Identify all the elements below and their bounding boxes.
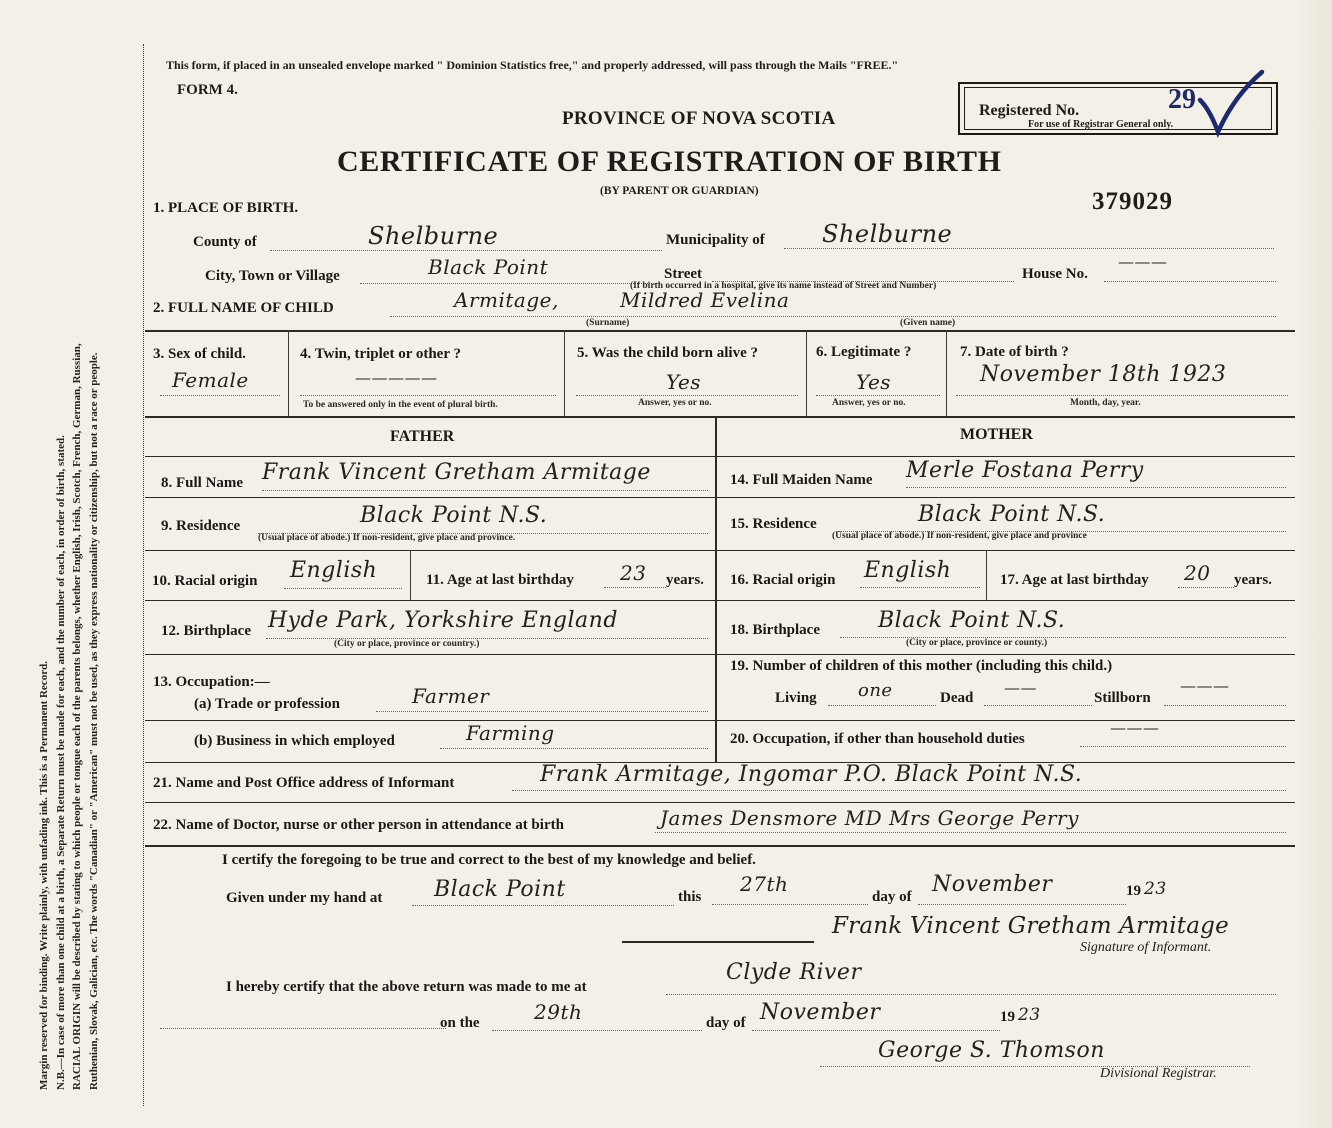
legitimate-note: Answer, yes or no. [832,398,906,408]
registrar-month-line [752,1030,1000,1031]
trade-value: Farmer [412,684,490,708]
trade-line [376,711,708,712]
margin-note-binding: Margin reserved for binding. Write plainly, with unfading ink. This is a Permanent Record. [38,661,50,1090]
given-place-value: Black Point [434,877,566,902]
informant-label: 21. Name and Post Office address of Informant [153,775,455,791]
twin-line [300,395,556,396]
trade-label: (a) Trade or profession [194,696,340,712]
father-racial-value: English [290,558,378,583]
mother-occupation-line [1080,746,1286,747]
margin-note-racial-origin-2: Ruthenian, Slovak, Galician, etc. The words "Canadian" or "American" must not be used, as they express nationality or citizenship, but not a race or people. [87,352,100,1090]
informant-value: Frank Armitage, Ingomar P.O. Black Point N.S. [540,762,1083,787]
signature-rule [622,941,814,943]
registrar-day-of-label: day of [706,1015,746,1031]
mail-notice: This form, if placed in an unsealed envelope marked " Dominion Statistics free," and properly addressed, will pass through the Mails "FREE." [166,58,899,72]
father-birthplace-line [266,638,708,639]
given-year-prefix: 19 [1126,883,1141,899]
father-years-label: years. [666,572,704,588]
section-divider [145,550,1295,551]
given-name-note: (Given name) [900,318,956,328]
sex-value: Female [172,368,249,392]
certification-statement: I certify the foregoing to be true and correct to the best of my knowledge and belief. [222,852,756,868]
registrar-place-value: Clyde River [726,960,862,985]
registrar-blank-line [160,1028,446,1029]
father-name-label: 8. Full Name [161,475,244,491]
business-label: (b) Business in which employed [194,733,395,749]
father-racial-line [284,588,402,589]
section-divider [145,416,1295,418]
father-age-value: 23 [620,561,647,585]
date-of-birth-value: November 18th 1923 [980,362,1227,387]
place-of-birth-label: 1. PLACE OF BIRTH. [153,200,299,216]
left-binding-margin-line [143,44,144,1106]
section-divider [145,802,1295,803]
registrar-year-value: 23 [1018,1005,1041,1025]
father-racial-label: 10. Racial origin [152,573,258,589]
street-label: Street [664,266,703,282]
on-the-label: on the [440,1015,480,1031]
mother-birthplace-label: 18. Birthplace [730,622,820,638]
father-residence-note: (Usual place of abode.) If non-resident, give place and province. [258,533,516,543]
mother-years-label: years. [1234,572,1272,588]
section-divider [145,456,1295,457]
municipality-value: Shelburne [822,220,953,248]
divider [806,330,807,416]
occupation-label: 13. Occupation:— [153,674,270,690]
living-label: Living [775,690,817,706]
registrar-statement: I hereby certify that the above return was made to me at [226,979,587,995]
divider [288,330,289,416]
surname-note: (Surname) [586,318,630,328]
section-divider [145,654,1295,655]
serial-number: 379029 [1092,188,1173,215]
county-label: County of [193,234,257,250]
date-of-birth-line [956,395,1288,396]
informant-line [512,790,1286,791]
certificate-subtitle: (BY PARENT OR GUARDIAN) [600,185,759,197]
given-month-value: November [932,872,1053,897]
mother-heading: MOTHER [960,426,1033,443]
child-name-line [390,316,1276,317]
divider [986,550,987,600]
mother-racial-line [860,587,980,588]
business-line [440,748,708,749]
attendant-line [655,832,1286,833]
section-divider [145,497,1295,498]
father-birthplace-note: (City or place, province or country.) [334,639,480,649]
dead-value: —— [1004,678,1037,697]
mother-birthplace-note: (City or place, province or county.) [906,638,1048,648]
attendant-label: 22. Name of Doctor, nurse or other person in attendance at birth [153,817,564,833]
registrar-year-prefix: 19 [1000,1009,1015,1025]
city-line [360,283,660,284]
registrar-day-line [492,1030,702,1031]
house-no-value: ——— [1118,252,1168,271]
house-no-label: House No. [1022,266,1088,282]
registrar-day-value: 29th [534,1000,583,1024]
given-place-line [412,905,674,906]
mother-residence-note: (Usual place of abode.) If non-resident, give place and province [832,531,1087,541]
county-value: Shelburne [368,222,499,250]
mother-age-value: 20 [1184,561,1211,585]
street-note: (If birth occurred in a hospital, give its name instead of Street and Number) [630,281,937,291]
sex-label: 3. Sex of child. [153,346,246,362]
registrar-place-line [666,994,1276,995]
born-alive-line [576,395,798,396]
father-age-line [604,587,666,588]
certificate-title: CERTIFICATE OF REGISTRATION OF BIRTH [337,145,1002,178]
living-line [828,705,936,706]
father-birthplace-label: 12. Birthplace [161,623,251,639]
legitimate-label: 6. Legitimate ? [816,344,912,360]
father-residence-value: Black Point N.S. [360,503,548,528]
mother-residence-label: 15. Residence [730,516,817,532]
registered-no-value: 29 [1168,84,1196,115]
divisional-registrar-label: Divisional Registrar. [1100,1066,1217,1081]
legitimate-line [816,395,940,396]
given-day-value: 27th [740,872,789,896]
child-given-value: Mildred Evelina [620,288,790,312]
municipality-label: Municipality of [666,232,765,248]
mother-name-line [906,487,1286,488]
this-label: this [678,889,702,905]
mother-occupation-value: ——— [1110,718,1160,737]
registrar-signature: George S. Thomson [878,1038,1105,1063]
mother-age-label: 17. Age at last birthday [1000,572,1149,588]
dead-line [984,705,1092,706]
registrar-general-note: For use of Registrar General only. [1028,119,1174,130]
given-month-line [918,904,1126,905]
child-name-label: 2. FULL NAME OF CHILD [153,300,334,316]
mother-birthplace-value: Black Point N.S. [878,608,1066,633]
house-no-line [1104,281,1276,282]
father-heading: FATHER [390,428,455,445]
divider [564,330,565,416]
twin-label: 4. Twin, triplet or other ? [300,346,461,362]
mother-name-value: Merle Fostana Perry [906,458,1144,483]
informant-signature-label: Signature of Informant. [1080,940,1212,955]
registrar-month-value: November [760,1000,881,1025]
margin-note-racial-origin-1: RACIAL ORIGIN will be described by stating to which people or tongue each of the parents belongs, whether English, Irish, Scotch, French, German, Russian, [71,343,83,1090]
sex-line [160,395,280,396]
province-heading: PROVINCE OF NOVA SCOTIA [562,108,836,129]
given-under-label: Given under my hand at [226,890,383,906]
stillborn-line [1164,705,1286,706]
section-divider [145,330,1295,332]
mother-residence-value: Black Point N.S. [918,502,1106,527]
county-line [270,250,662,251]
mother-occupation-label: 20. Occupation, if other than household duties [730,731,1025,747]
business-value: Farming [466,721,555,745]
divider [410,550,411,600]
date-of-birth-note: Month, day, year. [1070,398,1141,408]
given-day-line [712,904,868,905]
city-value: Black Point [428,255,549,279]
city-label: City, Town or Village [205,268,340,284]
twin-note: To be answered only in the event of plural birth. [303,400,498,410]
child-surname-value: Armitage, [454,288,559,312]
mother-age-line [1178,587,1234,588]
margin-note-multiple-births: N.B.—In case of more than one child at a birth, a Separate Return must be made for each, and the number of each, in order of birth, stated. [54,435,67,1090]
father-name-value: Frank Vincent Gretham Armitage [262,460,651,485]
born-alive-label: 5. Was the child born alive ? [577,345,758,361]
day-of-label: day of [872,889,912,905]
born-alive-value: Yes [666,370,702,394]
born-alive-note: Answer, yes or no. [638,398,712,408]
father-name-line [262,490,708,491]
dead-label: Dead [940,690,974,706]
mother-racial-label: 16. Racial origin [730,572,836,588]
living-value: one [858,680,893,701]
mother-racial-value: English [864,558,952,583]
attendant-value: James Densmore MD Mrs George Perry [660,806,1079,830]
section-divider [145,845,1295,847]
paper-edge [1296,0,1332,1128]
section-divider [145,600,1295,601]
margin-notes [36,10,102,1090]
twin-value: ————— [355,368,438,387]
father-birthplace-value: Hyde Park, Yorkshire England [268,608,618,633]
checkmark-icon [1196,68,1266,140]
given-year-value: 23 [1144,879,1167,899]
father-residence-label: 9. Residence [161,518,241,534]
date-of-birth-label: 7. Date of birth ? [960,344,1069,360]
father-age-label: 11. Age at last birthday [426,572,574,588]
registered-no-label: Registered No. [979,102,1080,119]
informant-signature: Frank Vincent Gretham Armitage [832,913,1229,939]
children-count-label: 19. Number of children of this mother (including this child.) [730,658,1113,674]
stillborn-label: Stillborn [1094,690,1151,706]
parents-divider [715,416,717,762]
legitimate-value: Yes [856,370,892,394]
municipality-line [784,248,1274,249]
form-number: FORM 4. [177,82,238,98]
divider [946,330,947,416]
mother-name-label: 14. Full Maiden Name [730,472,873,488]
stillborn-value: ——— [1180,676,1230,695]
